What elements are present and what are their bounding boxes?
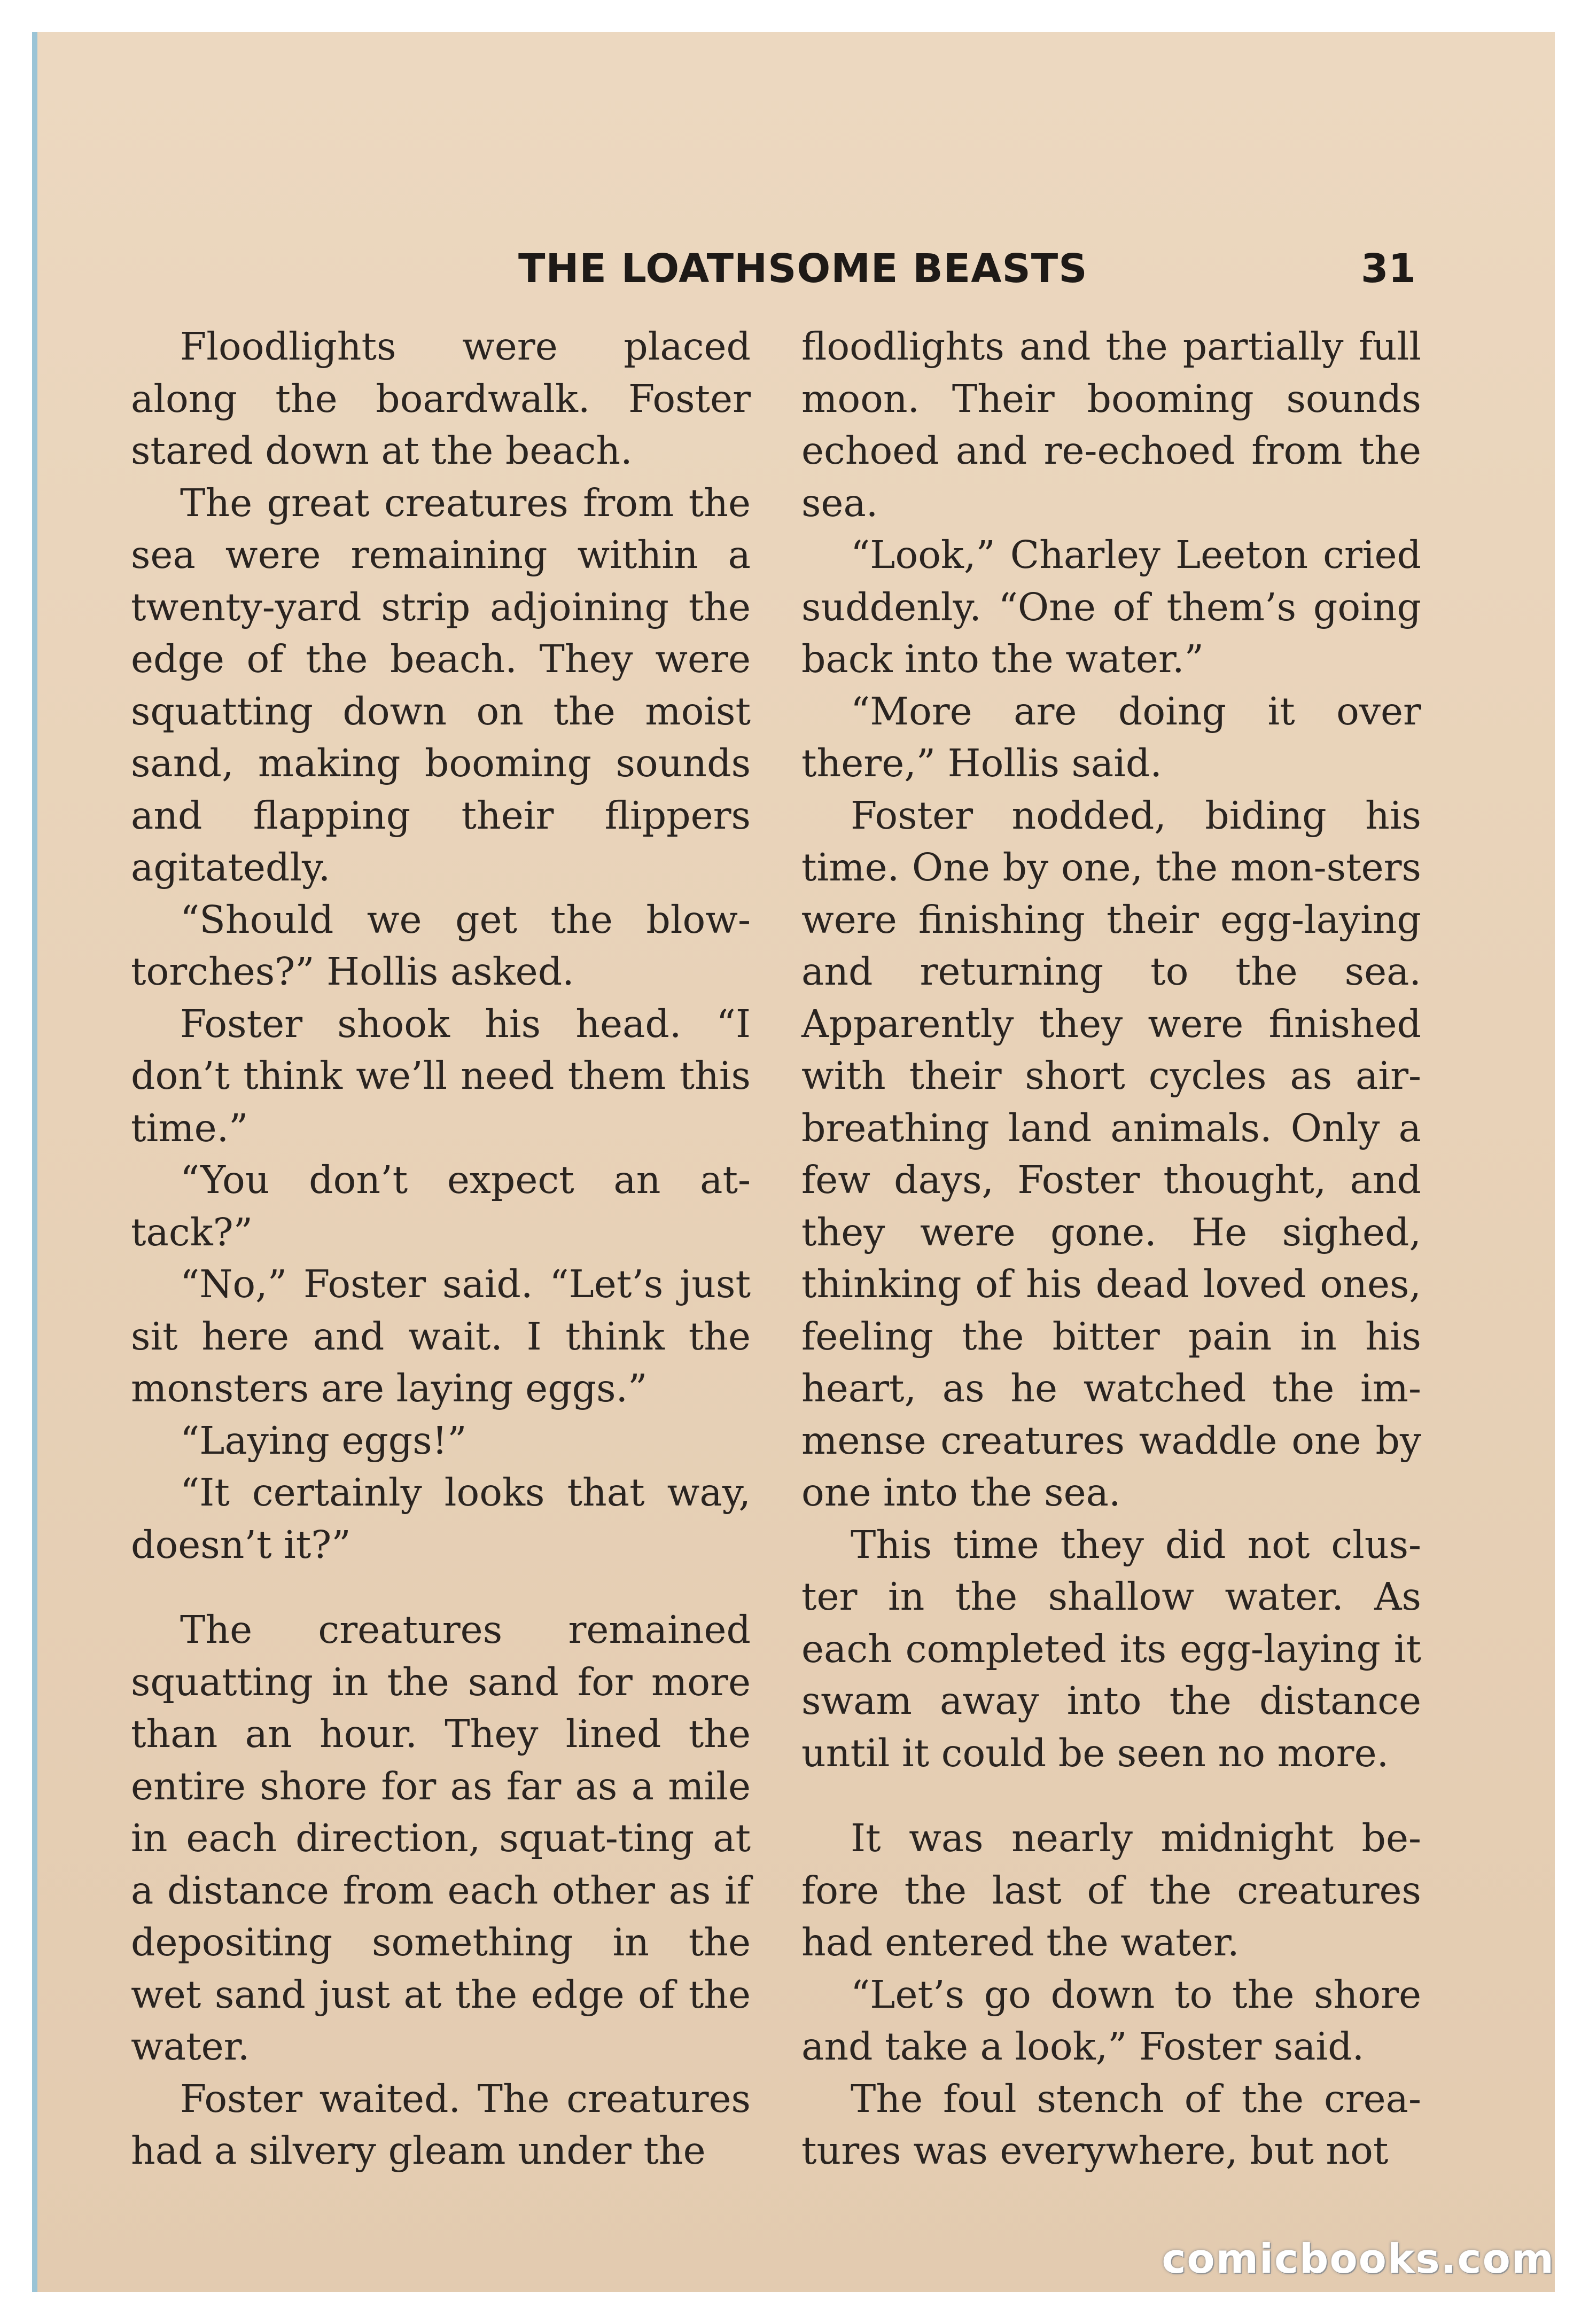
paragraph: “It certainly looks that way, doesn’t it?” <box>131 1470 751 1567</box>
site-watermark: comicbooks.com <box>1162 2235 1555 2282</box>
paragraph: Foster shook his head. “I don’t think we’ll need them this time.” <box>131 1001 751 1150</box>
text-column-right <box>801 321 1421 2177</box>
running-title: THE LOATHSOME BEASTS <box>518 246 1088 292</box>
paragraph: It was nearly midnight be-fore the last of the creatures had entered the water. <box>801 1816 1421 1964</box>
text-column-left <box>131 321 751 2177</box>
paragraph: floodlights and the partially full moon. Their booming sounds echoed and re-echoed from the sea. <box>801 324 1421 525</box>
paragraph: The creatures remained squatting in the sand for more than an hour. They lined the entire shore for as far as a mile in each direction, squat-ting at a distance from each other as if depositing something in the wet sand just at the edge of the water. <box>131 1608 751 2069</box>
paragraph: “More are doing it over there,” Hollis said. <box>801 689 1421 785</box>
paragraph: “Let’s go down to the shore and take a look,” Foster said. <box>801 1972 1421 2069</box>
page-number: 31 <box>1361 246 1416 292</box>
paragraph: The great creatures from the sea were remaining within a twenty-yard strip adjoining the edge of the beach. They were squatting down on the moist sand, making booming sounds and flapping their flippers agitatedly. <box>131 480 751 890</box>
paragraph: Floodlights were placed along the boardwalk. Foster stared down at the beach. <box>131 324 751 473</box>
paragraph: “Look,” Charley Leeton cried suddenly. “One of them’s going back into the water.” <box>801 533 1421 681</box>
paragraph: “Should we get the blow-torches?” Hollis asked. <box>131 897 751 994</box>
page-header <box>37 246 1555 310</box>
paragraph: The foul stench of the crea-tures was everywhere, but not <box>801 2076 1421 2173</box>
paragraph: This time they did not clus-ter in the shallow water. As each completed its egg-laying it swam away into the distance until it could be seen no more. <box>801 1522 1421 1775</box>
paragraph: “No,” Foster said. “Let’s just sit here and wait. I think the monsters are laying eggs.” <box>131 1262 751 1410</box>
paragraph: Foster nodded, biding his time. One by one, the mon-sters were finishing their egg-laying and returning to the sea. Apparently they were finished with their short cycles as air-breathing land animals. Only a few days, Foster thought, and they were gone. He sighed, thinking of his dead loved ones, feeling the bitter pain in his heart, as he watched the im-mense creatures waddle one by one into the sea. <box>801 793 1421 1515</box>
paragraph: “Laying eggs!” <box>180 1418 467 1463</box>
book-page <box>32 32 1555 2292</box>
paragraph: Foster waited. The creatures had a silvery gleam under the <box>131 2076 751 2173</box>
paragraph: “You don’t expect an at-tack?” <box>131 1158 751 1254</box>
